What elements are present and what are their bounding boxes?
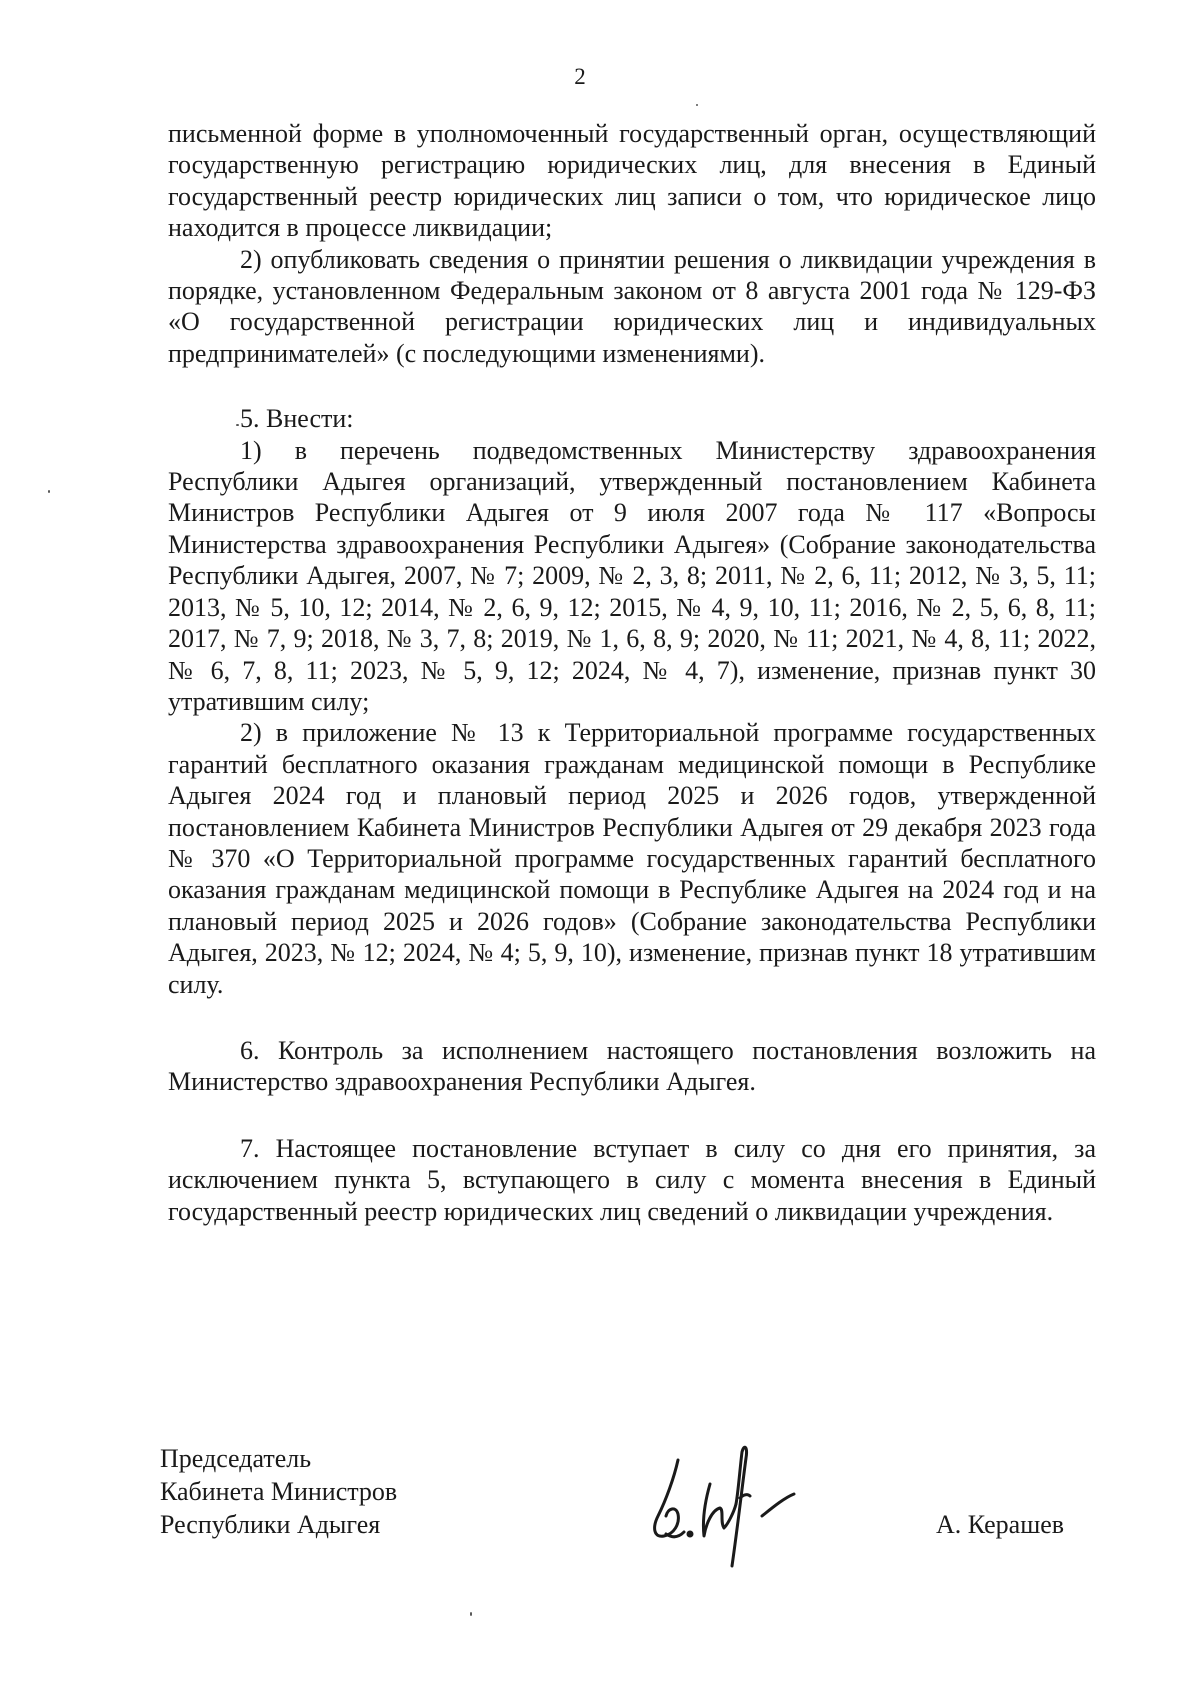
signatory-position-line: Председатель — [160, 1444, 312, 1473]
paragraph-item-5-1: 1) в перечень подведомственных Министерству здравоохранения Республики Адыгея организаций, утвержденный постановлением Кабинета Министров Республики Адыгея от 9 июля 2007 года № 117 «Вопросы Министерства здравоохранения Республики Адыгея» (Собрание законодательства Республики Адыгея, 2007, № 7; 2009, № 2, 3, 8; 2011, № 2, 6, 11; 2012, № 3, 5, 11; 2013, № 5, 10, 12; 2014, № 2, 6, 9, 12; 2015, № 4, 9, 10, 11; 2016, № 2, 5, 6, 8, 11; 2017, № 7, 9; 2018, № 3, 7, 8; 2019, № 1, 6, 8, 9; 2020, № 11; 2021, № 4, 8, 11; 2022, № 6, 7, 8, 11; 2023, № 5, 9, 12; 2024, № 4, 7), изменение, признав пункт 30 утратившим силу; — [168, 435, 1096, 716]
paragraph-item-4-2: 2) опубликовать сведения о принятии решения о ликвидации учреждения в порядке, установленном Федеральным законом от 8 августа 2001 года № 129-ФЗ «О государственной регистрации юридических лиц и индивидуальных предпринимателей» (с последующими изменениями). — [168, 244, 1096, 368]
page-number: 2 — [574, 64, 586, 89]
scan-speck — [470, 1612, 472, 1616]
signatory-position-line: Кабинета Министров — [160, 1477, 398, 1506]
paragraph-section-7: 7. Настоящее постановление вступает в силу со дня его принятия, за исключением пункта 5, вступающего в силу с момента внесения в Единый государственный реестр юридических лиц сведений о ликвидации учреждения. — [168, 1133, 1096, 1226]
scan-speck — [696, 104, 698, 106]
handwritten-signature — [644, 1438, 824, 1568]
signatory-position-line: Республики Адыгея — [160, 1510, 381, 1539]
paragraph-section-6: 6. Контроль за исполнением настоящего постановления возложить на Министерство здравоохранения Республики Адыгея. — [168, 1035, 1096, 1097]
scan-speck — [236, 424, 239, 426]
document-body — [168, 118, 1096, 1227]
paragraph-continuation: письменной форме в уполномоченный государственный орган, осуществляющий государственную регистрацию юридических лиц, для внесения в Единый государственный реестр юридических лиц записи о том, что юридическое лицо находится в процессе ликвидации; — [168, 119, 1096, 243]
paragraph-section-5-heading: 5. Внести: — [240, 404, 354, 434]
scan-speck — [48, 490, 50, 493]
signatory-position — [160, 1442, 397, 1541]
signer-name: А. Керашев — [936, 1510, 1065, 1539]
paragraph-item-5-2: 2) в приложение № 13 к Территориальной программе государственных гарантий бесплатного оказания гражданам медицинской помощи в Республике Адыгея 2024 год и плановый период 2025 и 2026 годов, утвержденной постановлением Кабинета Министров Республики Адыгея от 29 декабря 2023 года № 370 «О Территориальной программе государственных гарантий бесплатного оказания гражданам медицинской помощи в Республике Адыгея на 2024 год и на плановый период 2025 и 2026 годов» (Собрание законодательства Республики Адыгея, 2023, № 12; 2024, № 4; 5, 9, 10), изменение, признав пункт 18 утратившим силу. — [168, 718, 1096, 999]
